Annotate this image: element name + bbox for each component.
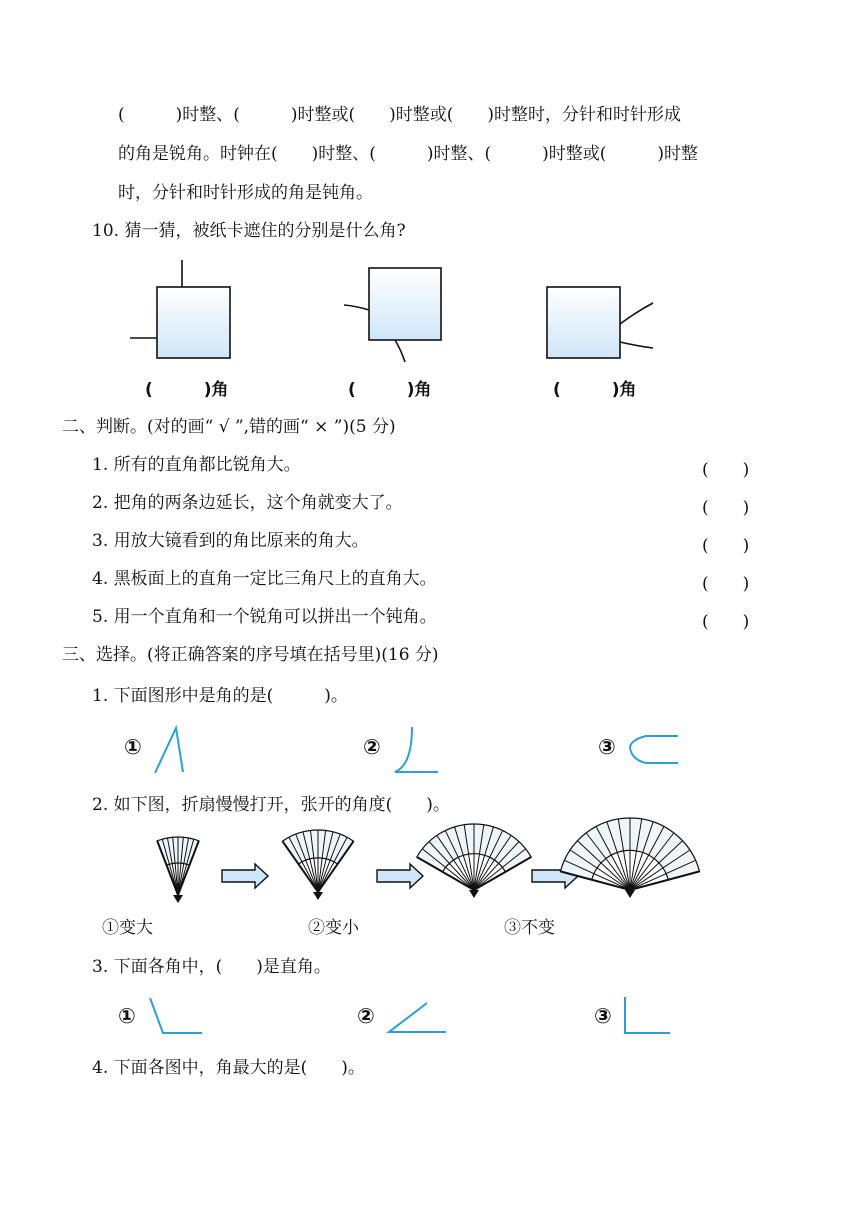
s3-q3-text: 3. 下面各角中，( )是直角。 — [92, 957, 331, 977]
s3-q2-text: 2. 如下图，折扇慢慢打开，张开的角度( )。 — [92, 795, 450, 815]
q9-line-1: ( )时整、( )时整或( )时整或( )时整时，分针和时针形成 — [118, 105, 682, 125]
section2-answer-2[interactable]: ( ) — [702, 498, 750, 518]
s3-q1-text: 1. 下面图形中是角的是( )。 — [92, 686, 348, 706]
section2-answer-1[interactable]: ( ) — [702, 460, 750, 480]
s3-q3-angle-2 — [389, 1003, 446, 1032]
q9-line-3: 时，分针和时针形成的角是钝角。 — [118, 183, 373, 203]
s3-q1-mark-3: ③ — [598, 735, 616, 759]
s3-q3-angle-3 — [625, 997, 670, 1033]
section2-item-4: 4. 黑板面上的直角一定比三角尺上的直角大。 — [92, 569, 437, 589]
s3-q3-angle-1 — [150, 998, 202, 1033]
section2-item-1: 1. 所有的直角都比锐角大。 — [92, 455, 301, 475]
section3-heading: 三、选择。(将正确答案的序号填在括号里)(16 分) — [62, 645, 439, 665]
s3-q2-option-1: ①变大 — [102, 918, 153, 938]
q9-line-2: 的角是锐角。时钟在( )时整、( )时整、( )时整或( )时整 — [118, 144, 699, 164]
section2-answer-5[interactable]: ( ) — [702, 612, 750, 632]
s3-q3-mark-1: ① — [118, 1004, 136, 1028]
q10-label-1: ( )角 — [145, 380, 229, 400]
s3-q3-mark-3: ③ — [594, 1004, 612, 1028]
q10-label-3: ( )角 — [553, 380, 637, 400]
section2-item-2: 2. 把角的两条边延长，这个角就变大了。 — [92, 493, 403, 513]
section2-heading: 二、判断。(对的画“ √ ”,错的画“ × ”)(5 分) — [62, 417, 396, 437]
s3-q1-mark-1: ① — [124, 735, 142, 759]
q10-title: 10. 猜一猜，被纸卡遮住的分别是什么角? — [92, 221, 406, 241]
section2-answer-4[interactable]: ( ) — [702, 574, 750, 594]
section2-item-3: 3. 用放大镜看到的角比原来的角大。 — [92, 531, 369, 551]
section2-answer-3[interactable]: ( ) — [702, 536, 750, 556]
s3-q1-mark-2: ② — [363, 735, 381, 759]
q10-label-2: ( )角 — [348, 380, 432, 400]
section2-item-5: 5. 用一个直角和一个锐角可以拼出一个钝角。 — [92, 607, 437, 627]
s3-q3-mark-2: ② — [357, 1004, 375, 1028]
s3-q2-option-3: ③不变 — [504, 918, 555, 938]
s3-q4-text: 4. 下面各图中，角最大的是( )。 — [92, 1058, 365, 1078]
s3-q2-option-2: ②变小 — [308, 918, 359, 938]
